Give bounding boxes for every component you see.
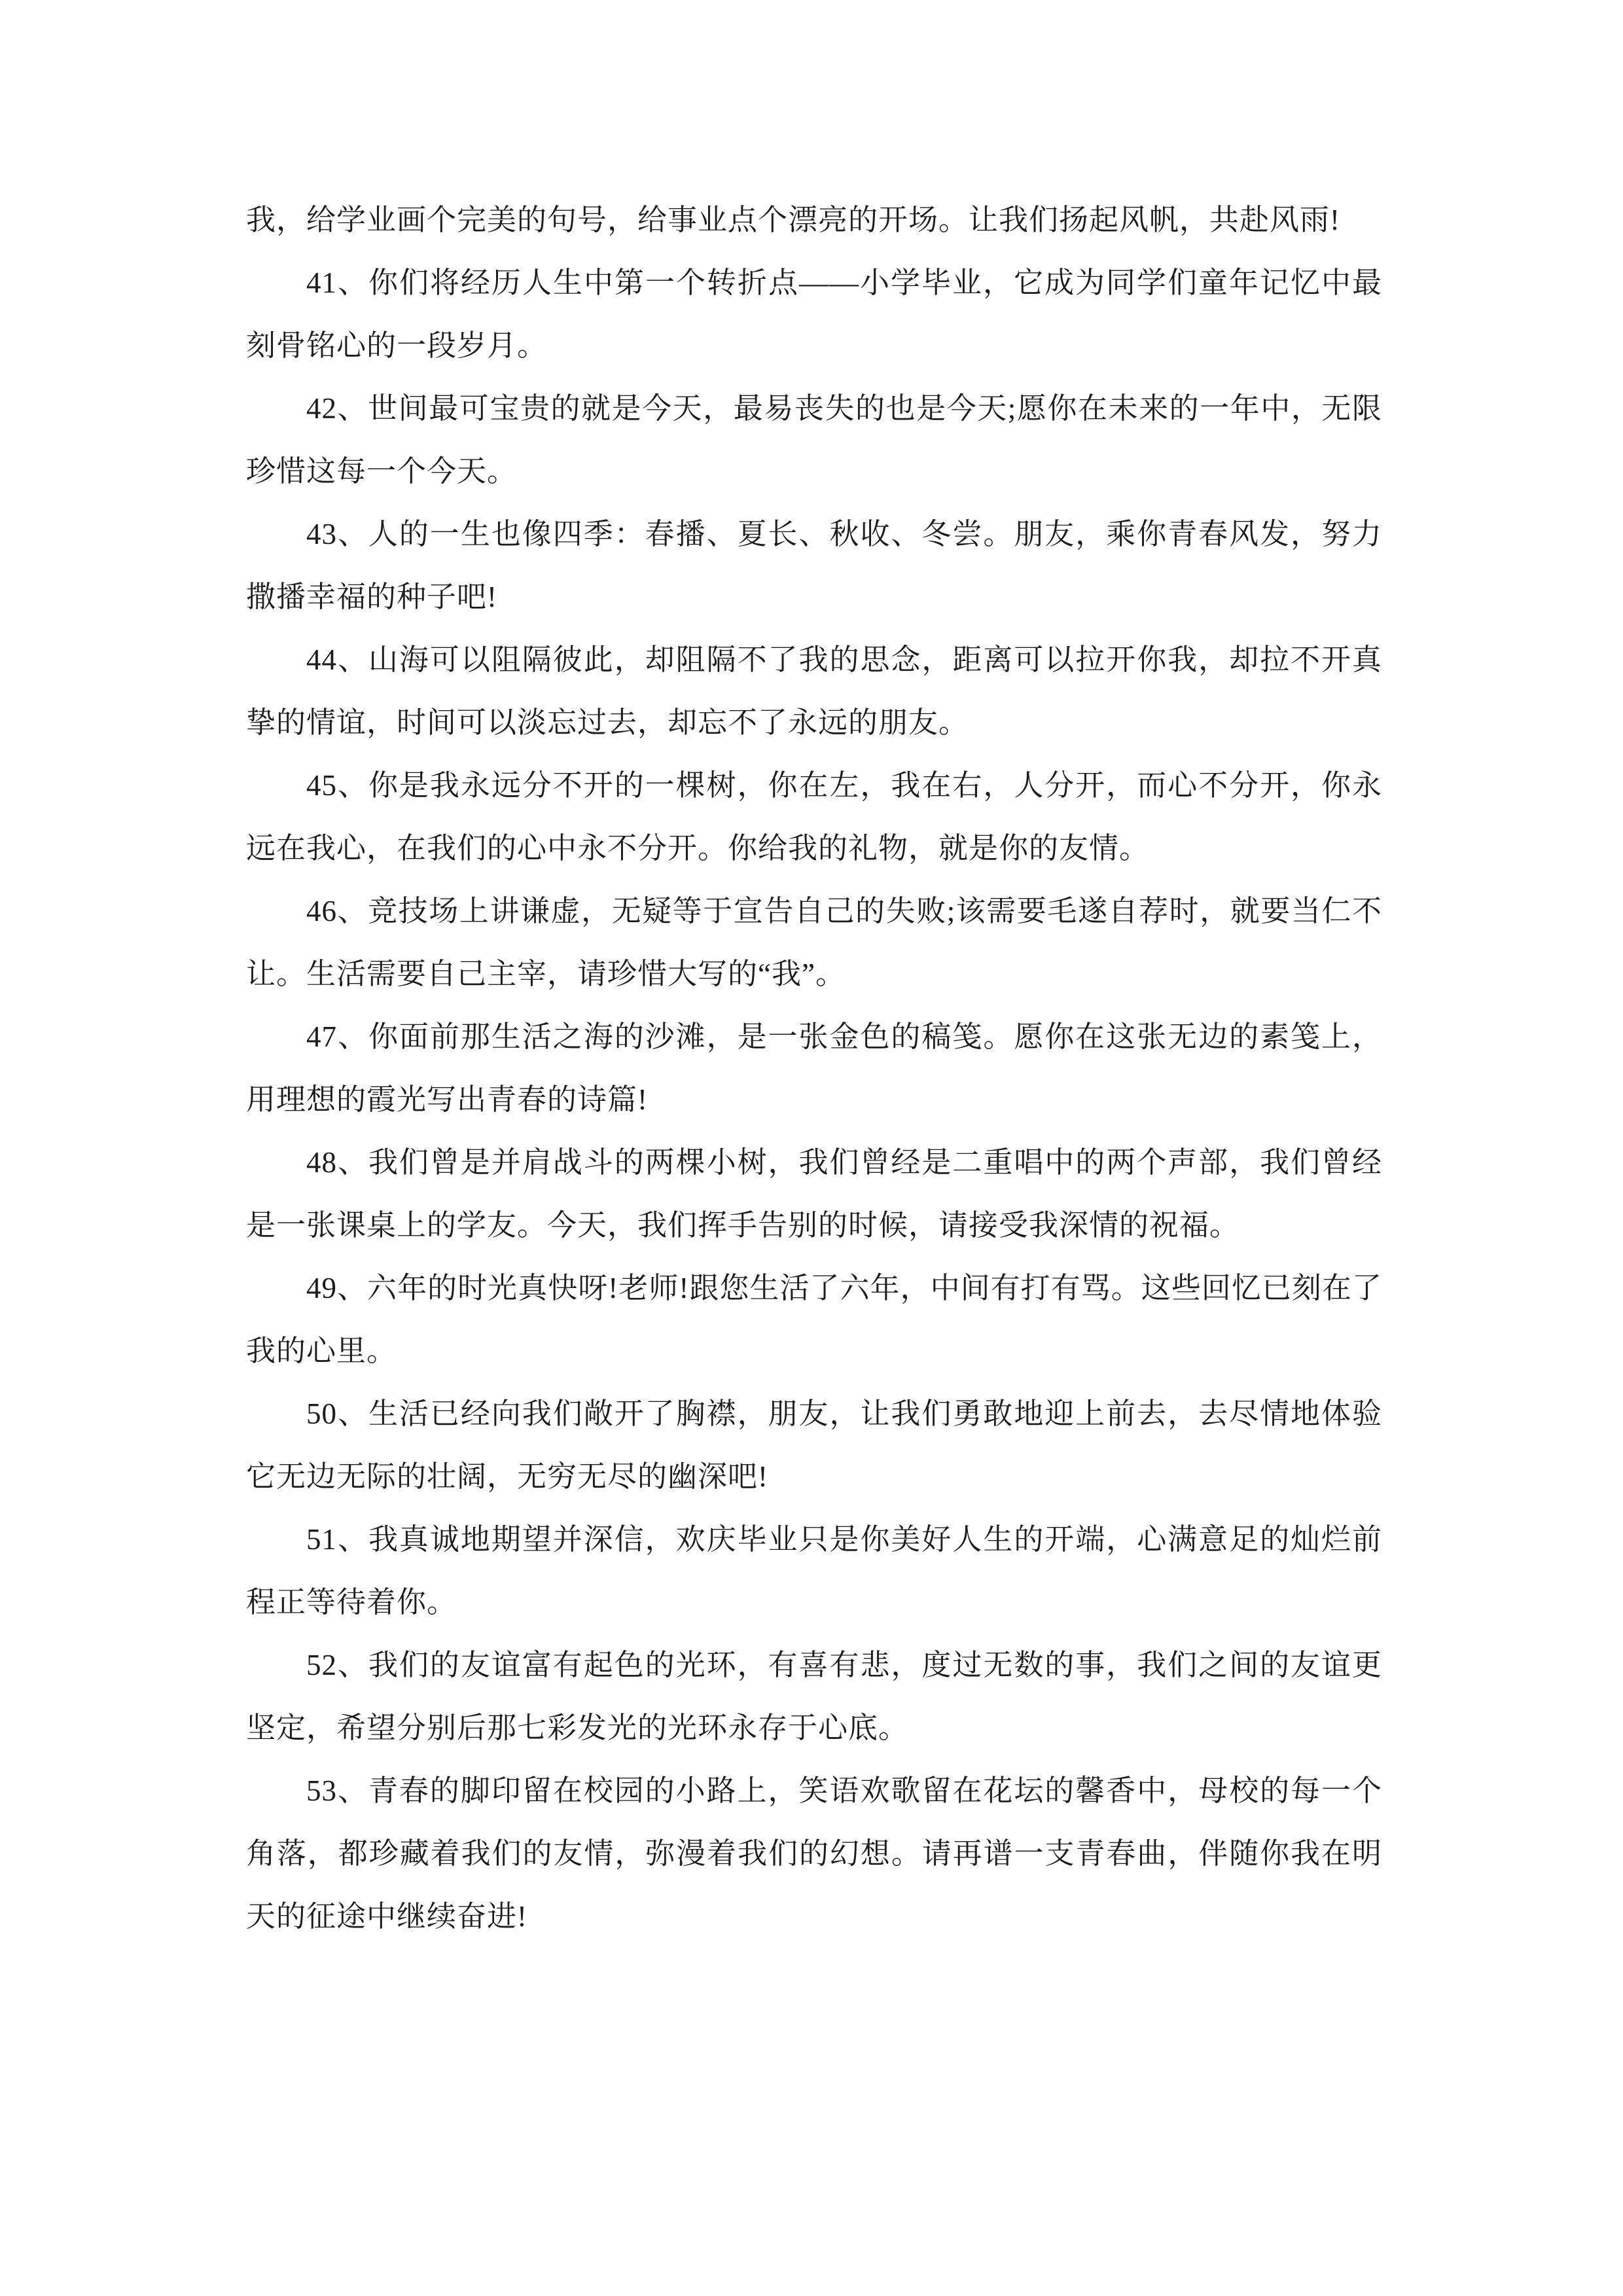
paragraph: 我，给学业画个完美的句号，给事业点个漂亮的开场。让我们扬起风帆，共赴风雨!	[246, 204, 1340, 236]
paragraph: 48、我们曾是并肩战斗的两棵小树，我们曾经是二重唱中的两个声部，我们曾经是一张课桌上的学友。今天，我们挥手告别的时候，请接受我深情的祝福。	[246, 1146, 1382, 1242]
paragraph: 50、生活已经向我们敞开了胸襟，朋友，让我们勇敢地迎上前去，去尽情地体验它无边无际的壮阔，无穷无尽的幽深吧!	[246, 1397, 1382, 1493]
paragraph: 46、竞技场上讲谦虚，无疑等于宣告自己的失败;该需要毛遂自荐时，就要当仁不让。生活需要自己主宰，请珍惜大写的“我”。	[246, 895, 1382, 990]
paragraph: 41、你们将经历人生中第一个转折点——小学毕业，它成为同学们童年记忆中最刻骨铭心的一段岁月。	[246, 266, 1382, 362]
paragraph: 45、你是我永远分不开的一棵树，你在左，我在右，人分开，而心不分开，你永远在我心，在我们的心中永不分开。你给我的礼物，就是你的友情。	[246, 769, 1382, 865]
paragraph: 51、我真诚地期望并深信，欢庆毕业只是你美好人生的开端，心满意足的灿烂前程正等待着你。	[246, 1523, 1382, 1619]
paragraph: 42、世间最可宝贵的就是今天，最易丧失的也是今天;愿你在未来的一年中，无限珍惜这每一个今天。	[246, 392, 1382, 488]
paragraph: 43、人的一生也像四季：春播、夏长、秋收、冬尝。朋友，乘你青春风发，努力撒播幸福的种子吧!	[246, 518, 1382, 613]
paragraph: 49、六年的时光真快呀!老师!跟您生活了六年，中间有打有骂。这些回忆已刻在了我的心里。	[246, 1272, 1382, 1367]
paragraph: 47、你面前那生活之海的沙滩，是一张金色的稿笺。愿你在这张无边的素笺上，用理想的霞光写出青春的诗篇!	[246, 1020, 1382, 1116]
paragraph: 44、山海可以阻隔彼此，却阻隔不了我的思念，距离可以拉开你我，却拉不开真挚的情谊，时间可以淡忘过去，却忘不了永远的朋友。	[246, 643, 1382, 739]
paragraph-list	[246, 188, 1382, 1948]
paragraph: 53、青春的脚印留在校园的小路上，笑语欢歌留在花坛的馨香中，母校的每一个角落，都珍藏着我们的友情，弥漫着我们的幻想。请再谱一支青春曲，伴随你我在明天的征途中继续奋进!	[246, 1774, 1382, 1933]
paragraph: 52、我们的友谊富有起色的光环，有喜有悲，度过无数的事，我们之间的友谊更坚定，希望分别后那七彩发光的光环永存于心底。	[246, 1649, 1382, 1744]
